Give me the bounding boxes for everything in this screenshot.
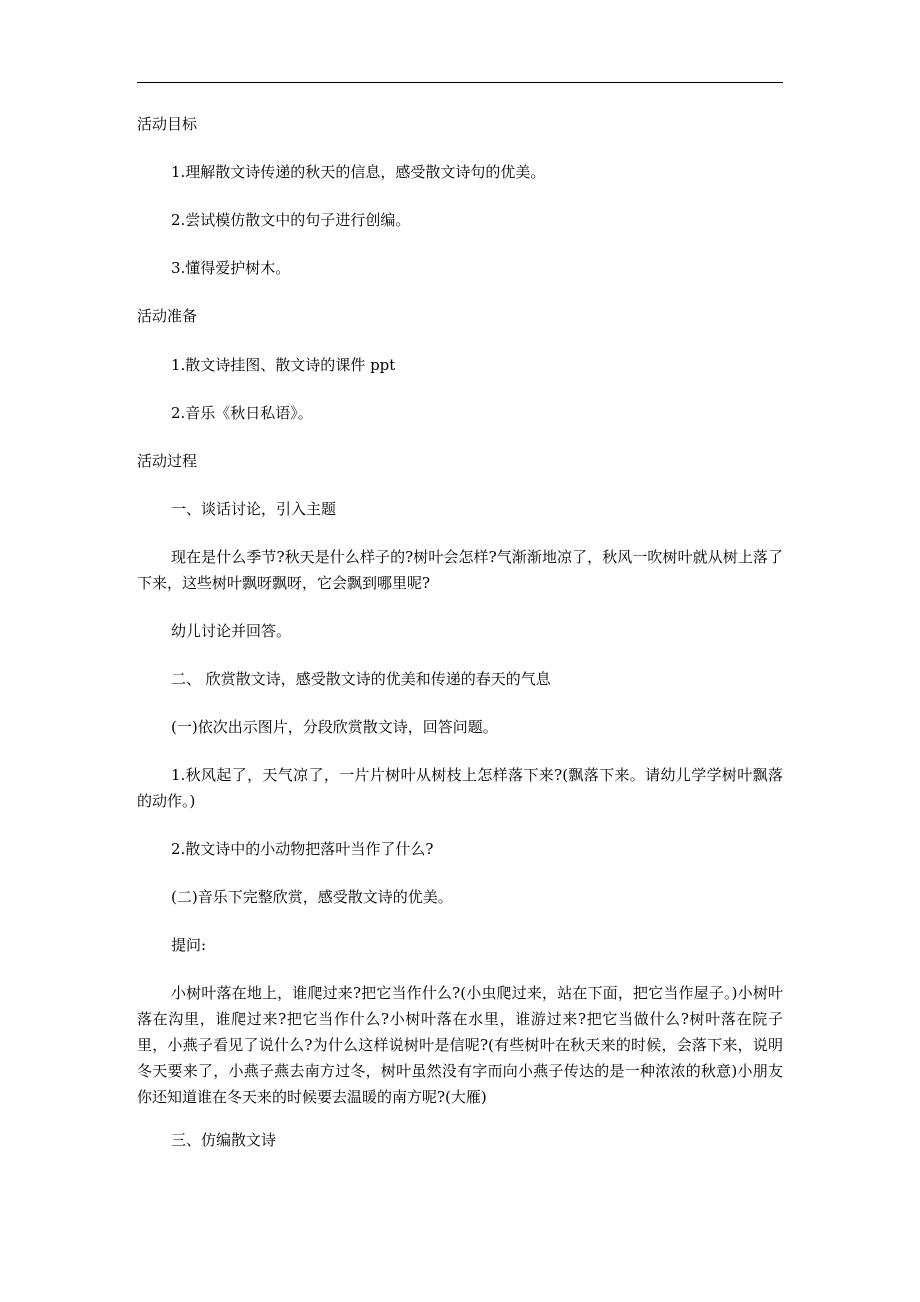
step-2-ask-label: 提问:	[171, 936, 207, 954]
step-2-subheading-2: (二)音乐下完整欣赏，感受散文诗的优美。	[171, 888, 453, 906]
step-2-question-1: 1.秋风起了，天气凉了，一片片树叶从树枝上怎样落下来?(飘落下来。请幼儿学学树叶飘落的动作。)	[137, 766, 783, 810]
goal-item-3: 3.懂得爱护树木。	[171, 259, 291, 277]
step-1-answer: 幼儿讨论并回答。	[171, 622, 292, 640]
prep-item-1: 1.散文诗挂图、散文诗的课件 ppt	[171, 356, 396, 374]
step-1-paragraph: 现在是什么季节?秋天是什么样子的?树叶会怎样?气渐渐地凉了，秋风一吹树叶就从树上落了下来，这些树叶飘呀飘呀，它会飘到哪里呢?	[137, 548, 783, 592]
step-2-paragraph: 小树叶落在地上，谁爬过来?把它当作什么?(小虫爬过来，站在下面，把它当作屋子。)小树叶落在沟里，谁爬过来?把它当作什么?小树叶落在水里，谁游过来?把它当做什么?树叶落在院子里，小燕子看见了说什么?为什么这样说树叶是信呢?(有些树叶在秋天来的时候，会落下来，说明冬天要来了，小燕子燕去南方过冬，树叶虽然没有字而向小燕子传达的是一种浓浓的秋意)小朋友你还知道谁在冬天来的时候要去温暖的南方呢?(大雁)	[137, 984, 783, 1106]
section-heading-prep: 活动准备	[137, 307, 198, 325]
goal-item-2: 2.尝试模仿散文中的句子进行创编。	[171, 211, 411, 229]
header-rule	[137, 82, 783, 83]
step-2-title: 二、 欣赏散文诗，感受散文诗的优美和传递的春天的气息	[171, 670, 551, 688]
section-heading-goals: 活动目标	[137, 115, 198, 133]
step-3-title: 三、仿编散文诗	[171, 1131, 277, 1149]
step-2-subheading-1: (一)依次出示图片，分段欣赏散文诗，回答问题。	[171, 718, 498, 736]
goal-item-1: 1.理解散文诗传递的秋天的信息，感受散文诗句的优美。	[171, 163, 546, 181]
prep-item-2: 2.音乐《秋日私语》。	[171, 404, 313, 422]
step-2-question-2: 2.散文诗中的小动物把落叶当作了什么?	[171, 840, 434, 858]
section-heading-process: 活动过程	[137, 452, 198, 470]
step-1-title: 一、谈话讨论，引入主题	[171, 500, 337, 518]
